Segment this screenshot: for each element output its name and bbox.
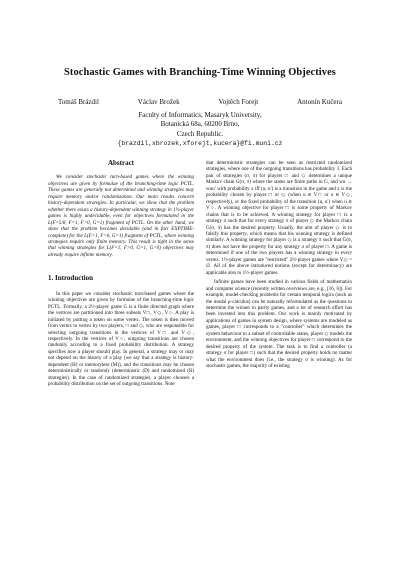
affiliation-line: Botanická 68a, 60200 Brno, [160, 120, 240, 129]
right-column [206, 160, 352, 370]
author-emails: {brazdil,xbrozek,xforejt,kucera}@fi.muni.cz [117, 140, 283, 148]
author-name: Václav Brožek [137, 98, 180, 106]
author-name: Tomáš Brázdil [58, 98, 99, 106]
affiliation-line: Czech Republic. [176, 129, 224, 138]
author-name: Antonín Kučera [297, 98, 342, 106]
left-column [48, 160, 194, 388]
body-paragraph: In this paper we consider stochastic turn-based games where the winning objectives are given by formulae of the branching-time logic PCTL. Formally, a 2½-player game G is a finite directed graph where the vertices are partitioned into three subsets V□, V◇, V○. A play is initiated by putting a token on some vertex. The token is then moved from vertex to vertex by two players, □ and ◇, who are responsible for selecting outgoing transitions in the vertices of V□ and V◇, respectively. In the vertices of V○, outgoing transitions are chosen randomly according to a fixed probability distribution. A strategy specifies how a player should play. In general, a strategy may or may not depend on the history of a play (we say that a strategy is history-dependent (H) or memoryless (M)), and the transitions may be chosen deterministically or randomly (deterministic (D) and randomized (R) strategies). In the case of randomized strategies, a player chooses a probability distribution on the set of outgoing transitions. Note [48, 290, 194, 388]
affiliation-line: Faculty of Informatics, Masaryk University, [138, 111, 262, 119]
author-list [58, 98, 342, 106]
abstract-heading: Abstract [107, 159, 135, 167]
abstract-text: We consider stochastic turn-based games where the winning objectives are given by formulae of the branching-time logic PCTL. These games are generally not determined and winning strategies may require memory and/or randomization. Our main results concern history-dependent strategies. In particular, we show that the problem whether there exists a history-dependent winning strategy in 1½-player games is highly undecidable, even for objectives formulated in the L(F=5/8, F=1, F>0, G=1) fragment of PCTL. On the other hand, we show that the problem becomes decidable (and in fact EXPTIME-complete) for the L(F=1, F>0, G=1) fragment of PCTL, where winning strategies require only finite memory. This result is tight in the sense that winning strategies for L(F=1, F>0, G=1, G>0) objectives may already require infinite memory. [48, 174, 194, 258]
affiliation [0, 111, 400, 149]
body-paragraph: Infinite games have been studied in various fields of mathematics and computer science (recently written overviews are, e.g., [16, 6]). For example, model-checking problems for certain temporal logics (such as the modal μ-calculus) can be naturally reformulated as the questions to determine the winner in parity games, and a lot of research effort has been invested into this problem. Our work is mainly motivated by applications of games in system design, where systems are modeled as games, player □ corresponds to a "controller" which determines the system behaviour in a subset of controllable states, player ◇ models the environment, and the winning objectives for player □ correspond to the desired property of the system. The task is to find a controller (a strategy σ for player □) such that the desired property holds no matter what the environment does (i.e., the strategy σ is winning). As for stochastic games, the majority of existing [206, 279, 352, 370]
author-name: Vojtěch Forejt [218, 98, 259, 106]
section-heading: 1. Introduction [48, 274, 93, 283]
body-paragraph: that deterministic strategies can be seen as restricted randomized strategies, where one of the outgoing transitions has probability 1. Each pair of strategies (σ, π) for players □ and ◇ determines a unique Markov chain G(σ, π) where the states are finite paths in G, and wu → wuu′ with probability x iff (u, u′) is a transition in the game and x is the probability chosen by player □ or ◇ (when u ∈ V□ or u ∈ V◇, respectively), or the fixed probability of the transition (u, u′) when u ∈ V○. A winning objective for player □ is some property of Markov chains that is to be achieved. A winning strategy for player □ is a strategy σ such that for every strategy π of player ◇ the Markov chain G(σ, π) has the desired property. Usually, the aim of player ◇ is to falsify this property, which means that his winning strategy is defined similarly. A winning strategy for player ◇ is a strategy π such that G(σ, π) does not have the property for any strategy σ of player □. A game is determined if one of the two players has a winning strategy in every vertex. 1½-player games are "restricted" 2½-player games where V◇ = ∅. All of the above introduced notions (except for determinacy) are applicable also to 1½-player games. [206, 160, 352, 276]
paper-title: Stochastic Games with Branching-Time Winning Objectives [64, 67, 336, 78]
